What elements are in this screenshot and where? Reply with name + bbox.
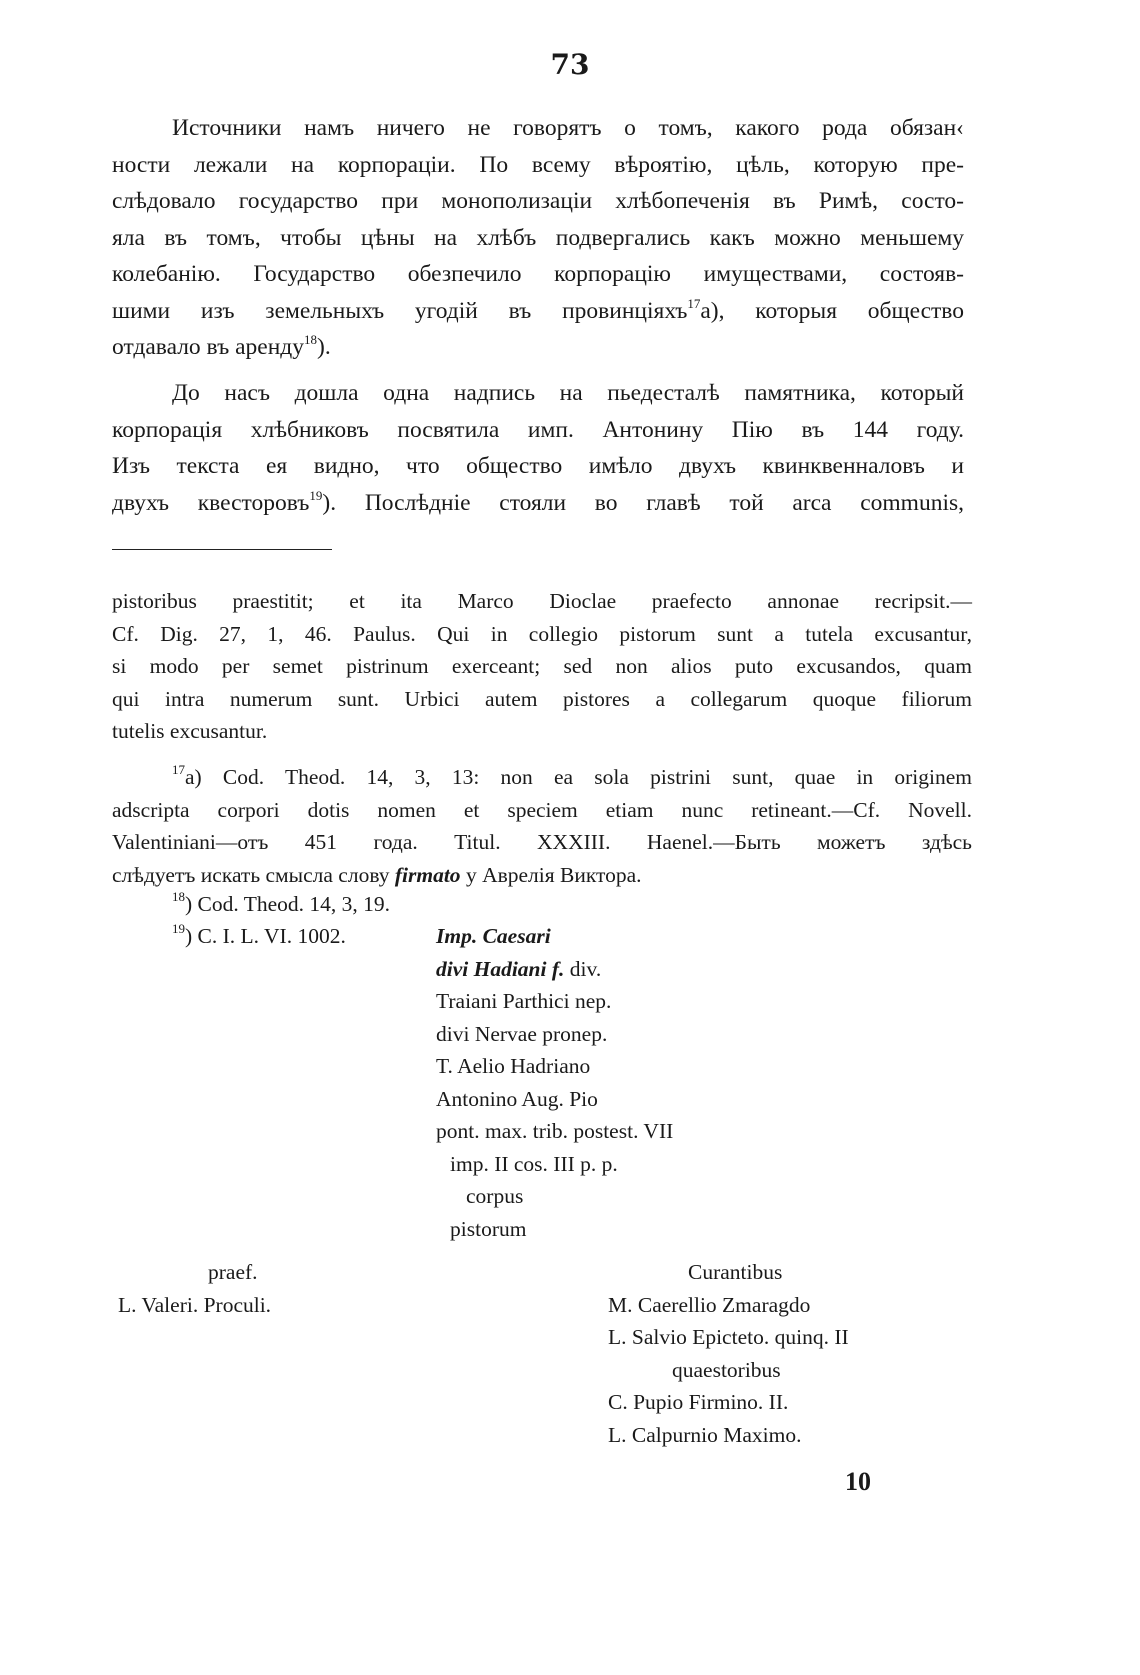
text-line bbox=[112, 329, 964, 366]
text-fragment: шими изъ земельныхъ угодій въ провинціяхъ bbox=[112, 297, 688, 324]
note-line: Cf. Dig. 27, 1, 46. Paulus. Qui in collegio pistorum sunt a tutela excusantur, bbox=[112, 621, 972, 646]
note-line: tutelis excusantur. bbox=[112, 719, 268, 743]
inscription-left-column bbox=[118, 1256, 272, 1321]
text-line: колебанію. Государство обезпечило корпорацію имуществами, состояв- bbox=[112, 261, 964, 287]
inscription-line: L. Salvio Epicteto. quinq. II bbox=[608, 1325, 849, 1349]
italic-word: firmato bbox=[394, 862, 461, 887]
note-line: pistoribus praestitit; et ita Marco Dioclae praefecto annonae recripsit.— bbox=[112, 589, 972, 613]
inscription-line: Antonino Aug. Pio bbox=[436, 1086, 598, 1111]
text-fragment: ). bbox=[317, 334, 331, 360]
text-line: корпорація хлѣбниковъ посвятила имп. Антонину Пію въ 144 году. bbox=[112, 416, 964, 443]
inscription-line: Traiani Parthici nep. bbox=[436, 989, 612, 1013]
footnote-ref-17[interactable]: 17 bbox=[687, 295, 701, 311]
text-fragment: двухъ квесторовъ bbox=[112, 489, 310, 516]
text-fragment: ). Послѣдніе стояли во главѣ той arca communis, bbox=[322, 489, 964, 516]
inscription-line: praef. bbox=[208, 1260, 258, 1284]
inscription bbox=[436, 920, 673, 1245]
text-line: Изъ текста ея видно, что общество имѣло двухъ квинквенналовъ и bbox=[112, 453, 964, 479]
inscription-line: Imp. Caesari bbox=[436, 924, 551, 948]
inscription-line: M. Caerellio Zmaragdo bbox=[608, 1292, 811, 1317]
inscription-line: imp. II cos. III p. p. bbox=[450, 1151, 618, 1176]
inscription-right-column bbox=[608, 1256, 849, 1451]
text-line: До насъ дошла одна надпись на пьедесталѣ памятника, который bbox=[172, 380, 964, 406]
inscription-line: divi Nervae pronep. bbox=[436, 1021, 608, 1046]
text-line bbox=[112, 293, 964, 330]
inscription-line: corpus bbox=[466, 1184, 524, 1208]
text-line: ности лежали на корпораціи. По всему вѣроятію, цѣль, которую пре- bbox=[112, 151, 964, 178]
note-text: ) C. I. L. VI. 1002. bbox=[185, 924, 346, 948]
inscription-italic: divi Hadiani f. bbox=[436, 956, 565, 981]
paragraph-1 bbox=[112, 110, 964, 366]
note-text: a) Cod. Theod. 14, 3, 13: non ea sola pistrini sunt, quae in originem bbox=[185, 765, 972, 789]
note-text: у Аврелія Виктора. bbox=[460, 862, 642, 887]
text-line: Источники намъ ничего не говорятъ о томъ, какого рода обязан‹ bbox=[172, 115, 964, 141]
footnote-continuation bbox=[112, 585, 972, 748]
footnote-ref-19[interactable]: 19 bbox=[309, 487, 323, 503]
inscription-line: pistorum bbox=[450, 1216, 527, 1241]
inscription-line: L. Calpurnio Maximo. bbox=[608, 1422, 802, 1447]
inscription-line: Curantibus bbox=[688, 1260, 783, 1284]
inscription-line: L. Valeri. Proculi. bbox=[118, 1292, 272, 1317]
footnote-mark: 19 bbox=[172, 921, 185, 936]
inscription-line: quaestoribus bbox=[672, 1357, 781, 1382]
note-text: слѣдуетъ искать смысла слову bbox=[112, 862, 395, 887]
footnote-divider bbox=[112, 549, 332, 550]
page-number: 73 bbox=[550, 48, 590, 81]
inscription-text: div. bbox=[564, 956, 602, 981]
text-fragment: а), которыя общество bbox=[700, 297, 964, 324]
text-line: слѣдовало государство при монополизаціи хлѣбопеченія въ Римѣ, состо- bbox=[112, 188, 964, 214]
note-line bbox=[112, 859, 972, 892]
note-line bbox=[112, 888, 972, 921]
note-line: Valentiniani—отъ 451 года. Titul. XXXIII. Haenel.—Быть можетъ здѣсь bbox=[112, 830, 972, 854]
note-line: qui intra numerum sunt. Urbici autem pistores a collegarum quoque filiorum bbox=[112, 686, 972, 711]
note-text: ) Cod. Theod. 14, 3, 19. bbox=[185, 892, 391, 916]
note-line bbox=[112, 761, 972, 794]
footnote-ref-18[interactable]: 18 bbox=[304, 332, 317, 347]
footnote-mark: 18 bbox=[172, 889, 185, 904]
note-line: si modo per semet pistrinum exerceant; sed non alios puto excusandos, quam bbox=[112, 654, 972, 678]
inscription-line: T. Aelio Hadriano bbox=[436, 1054, 591, 1078]
footnote-17 bbox=[112, 761, 972, 891]
paragraph-2 bbox=[112, 375, 964, 521]
inscription-line: C. Pupio Firmino. II. bbox=[608, 1390, 789, 1414]
footnote-mark: 17 bbox=[172, 762, 185, 777]
footnote-18 bbox=[112, 888, 972, 921]
text-line: яла въ томъ, чтобы цѣны на хлѣбъ подвергались какъ можно меньшему bbox=[112, 224, 964, 251]
note-line: adscripta corpori dotis nomen et speciem etiam nunc retineant.—Cf. Novell. bbox=[112, 797, 972, 822]
text-fragment: отдавало въ аренду bbox=[112, 334, 304, 360]
signature-mark: 10 bbox=[845, 1467, 871, 1496]
inscription-line bbox=[436, 953, 673, 986]
inscription-line: pont. max. trib. postest. VII bbox=[436, 1119, 674, 1143]
text-line bbox=[112, 485, 964, 522]
